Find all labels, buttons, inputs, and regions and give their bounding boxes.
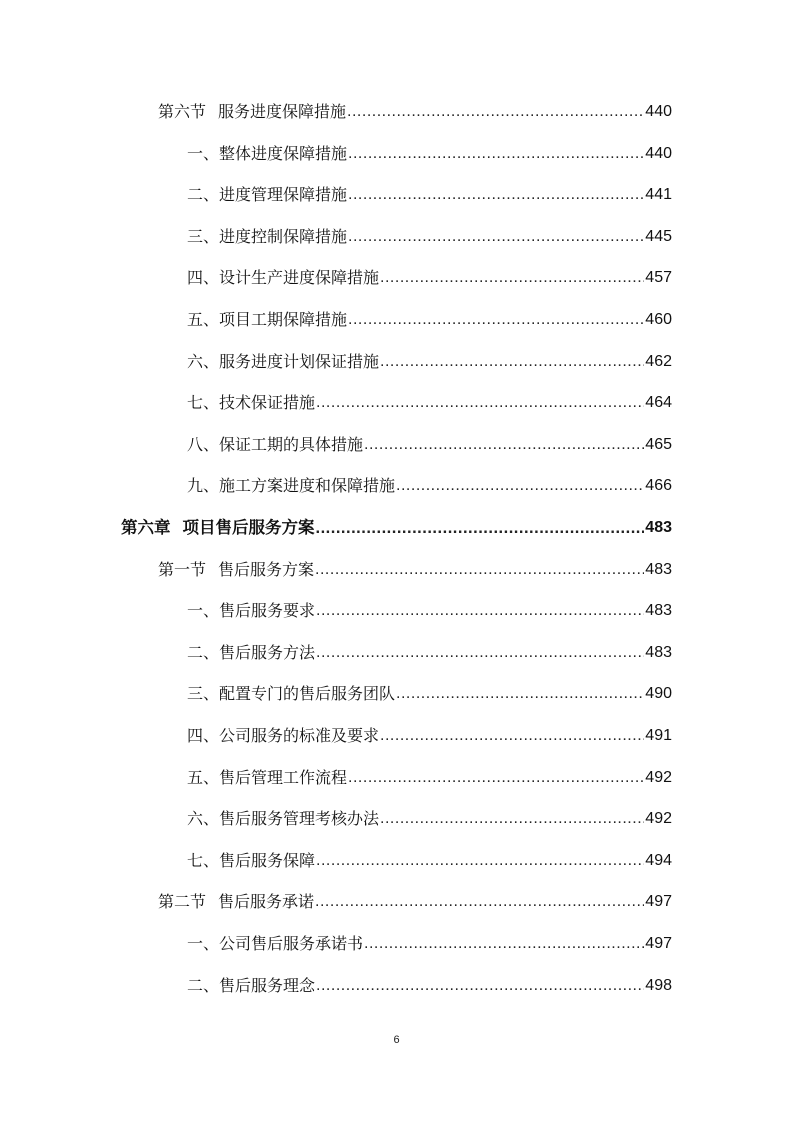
- toc-leader-dots: [396, 684, 644, 704]
- toc-page-number: 497: [645, 935, 672, 952]
- toc-entry-label: 一、公司售后服务承诺书: [187, 934, 364, 953]
- toc-entry-label: 六、售后服务管理考核办法: [187, 809, 380, 829]
- toc-leader-dots: [316, 518, 645, 538]
- toc-entry-label: 八、保证工期的具体措施: [187, 434, 364, 454]
- toc-entry-label: 九、施工方案进度和保障措施: [187, 476, 396, 496]
- toc-page-number: 491: [645, 727, 672, 744]
- toc-entry[interactable]: [187, 304, 672, 330]
- toc-entry-label: 一、整体进度保障措施: [187, 143, 348, 163]
- toc-page-number: 441: [645, 186, 672, 204]
- toc-entry-label: 七、售后服务保障: [187, 850, 316, 870]
- toc-entry[interactable]: [187, 928, 672, 954]
- toc-entry[interactable]: [187, 762, 672, 788]
- toc-entry[interactable]: [158, 554, 672, 580]
- toc-page-number: 462: [645, 352, 672, 370]
- toc-leader-dots: [348, 768, 644, 788]
- toc-entry-label: 四、设计生产进度保障措施: [187, 268, 380, 288]
- toc-page-number: 492: [645, 768, 672, 786]
- toc-leader-dots: [316, 601, 644, 621]
- toc-page-number: 465: [645, 435, 672, 453]
- toc-leader-dots: [380, 352, 644, 372]
- toc-entry[interactable]: [187, 179, 672, 205]
- toc-entry-label: 第一节 售后服务方案: [158, 559, 315, 579]
- toc-leader-dots: [348, 185, 644, 205]
- toc-entry-label: 六、服务进度计划保证措施: [187, 351, 380, 371]
- toc-leader-dots: [316, 851, 644, 871]
- toc-leader-dots: [364, 435, 644, 455]
- toc-entry-label: 二、进度管理保障措施: [187, 185, 348, 205]
- toc-page-number: 483: [645, 560, 672, 578]
- toc-entry[interactable]: [187, 262, 672, 288]
- toc-leader-dots: [347, 102, 644, 122]
- toc-page-number: 483: [645, 519, 672, 536]
- toc-leader-dots: [316, 976, 644, 996]
- toc-entry[interactable]: [187, 346, 672, 372]
- toc-leader-dots: [315, 892, 644, 912]
- toc-page-number: 494: [645, 851, 672, 869]
- toc-entry[interactable]: [187, 970, 672, 996]
- toc-page-number: 457: [645, 269, 672, 287]
- toc-chapter-entry[interactable]: [121, 512, 672, 538]
- toc-entry-label: 二、售后服务方法: [187, 642, 316, 662]
- toc-page-number: 483: [645, 602, 672, 620]
- toc-leader-dots: [315, 560, 644, 580]
- toc-entry-label: 三、配置专门的售后服务团队: [187, 684, 396, 704]
- toc-leader-dots: [316, 643, 644, 663]
- toc-entry[interactable]: [187, 803, 672, 829]
- toc-entry[interactable]: [187, 470, 672, 496]
- toc-entry-label: 七、技术保证措施: [187, 393, 316, 413]
- toc-entry-label: 五、售后管理工作流程: [187, 767, 348, 787]
- toc-entry-label: 三、进度控制保障措施: [187, 226, 348, 246]
- toc-leader-dots: [396, 476, 644, 496]
- toc-entry-label: 四、公司服务的标准及要求: [187, 726, 380, 745]
- toc-entry[interactable]: [187, 678, 672, 704]
- toc-page-number: 497: [645, 893, 672, 911]
- toc-page-number: 483: [645, 643, 672, 661]
- toc-page-number: 440: [645, 144, 672, 162]
- toc-entry-label: 第二节 售后服务承诺: [158, 892, 315, 912]
- toc-entry[interactable]: [158, 96, 672, 122]
- toc-entry[interactable]: [187, 595, 672, 621]
- toc-entry-label: 第六节 服务进度保障措施: [158, 102, 347, 121]
- toc-page-number: 460: [645, 311, 672, 328]
- toc-leader-dots: [380, 268, 644, 288]
- toc-entry-label: 二、售后服务理念: [187, 975, 316, 995]
- toc-entry[interactable]: [187, 429, 672, 455]
- toc-page-number: 464: [645, 394, 672, 412]
- toc-leader-dots: [316, 393, 644, 413]
- toc-page-number: 490: [645, 685, 672, 703]
- toc-entry[interactable]: [187, 845, 672, 871]
- toc-leader-dots: [348, 310, 644, 330]
- toc-entry[interactable]: [187, 637, 672, 663]
- toc-page-number: 498: [645, 976, 672, 994]
- toc-page-number: 445: [645, 227, 672, 245]
- toc-entry-label: 一、售后服务要求: [187, 601, 316, 621]
- toc-leader-dots: [364, 934, 644, 954]
- page-footer-number: 6: [393, 1034, 400, 1046]
- toc-page-number: 440: [645, 103, 672, 120]
- toc-leader-dots: [348, 144, 644, 164]
- toc-leader-dots: [380, 726, 644, 746]
- toc-entry-label: 第六章 项目售后服务方案: [121, 518, 315, 537]
- toc-leader-dots: [348, 227, 644, 247]
- toc-entry[interactable]: [158, 886, 672, 912]
- toc-entry[interactable]: [187, 221, 672, 247]
- toc-leader-dots: [380, 809, 644, 829]
- toc-entry-label: 五、项目工期保障措施: [187, 310, 348, 329]
- toc-entry[interactable]: [187, 138, 672, 164]
- toc-page-number: 466: [645, 477, 672, 495]
- toc-entry[interactable]: [187, 720, 672, 746]
- toc-page-number: 492: [645, 810, 672, 828]
- toc-entry[interactable]: [187, 387, 672, 413]
